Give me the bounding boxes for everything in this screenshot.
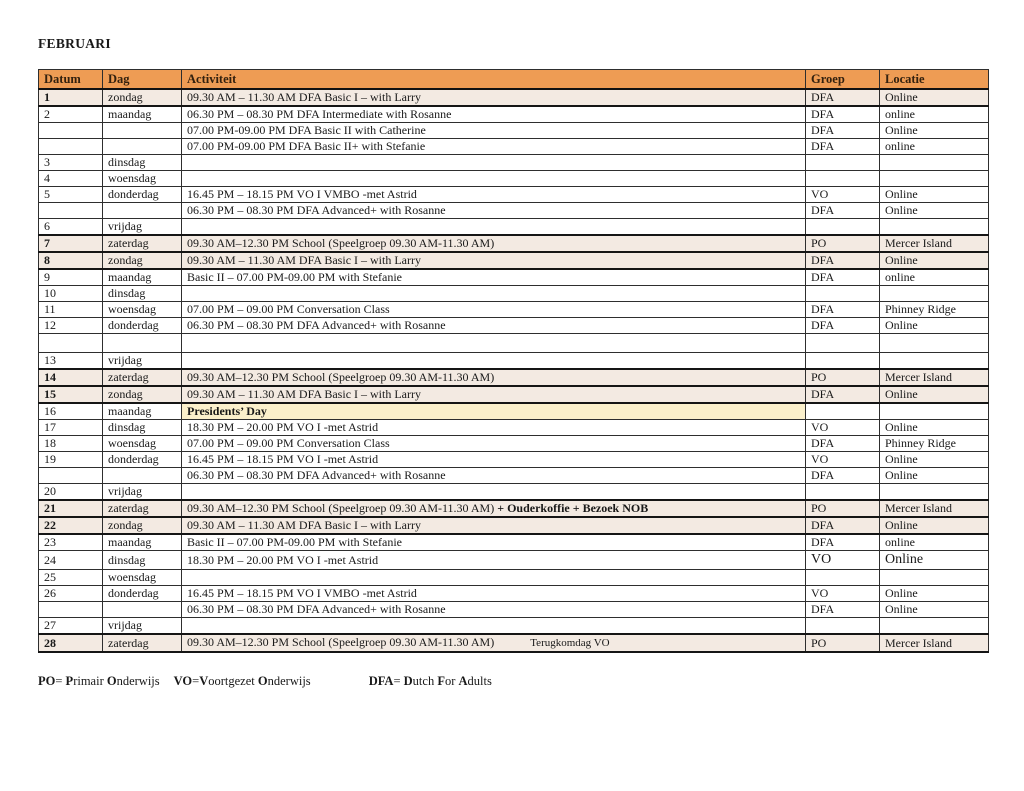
legend-segment: PO — [38, 674, 56, 688]
cell-groep: VO — [806, 551, 880, 570]
legend-segment: = — [192, 674, 200, 688]
legend-segment: A — [458, 674, 468, 688]
legend-segment: DFA — [368, 674, 394, 688]
cell-groep: VO — [806, 452, 880, 468]
cell-groep: DFA — [806, 89, 880, 106]
legend-segment: oortgezet — [208, 674, 258, 688]
cell-groep: DFA — [806, 436, 880, 452]
cell-groep: DFA — [806, 386, 880, 403]
header-cell-dag: Dag — [103, 70, 182, 90]
cell-activiteit — [182, 484, 806, 501]
cell-datum: 27 — [39, 618, 103, 635]
table-row — [39, 155, 989, 171]
cell-datum: 11 — [39, 302, 103, 318]
cell-dag: donderdag — [103, 452, 182, 468]
cell-locatie — [880, 286, 989, 302]
legend-item — [174, 674, 311, 688]
cell-activiteit: 09.30 AM–12.30 PM School (Speelgroep 09.30 AM-11.30 AM) — [182, 235, 806, 252]
cell-locatie: Mercer Island — [880, 634, 989, 652]
cell-dag: woensdag — [103, 171, 182, 187]
cell-locatie: Online — [880, 602, 989, 618]
cell-dag: zaterdag — [103, 235, 182, 252]
cell-groep — [806, 403, 880, 420]
cell-groep: PO — [806, 369, 880, 386]
cell-locatie — [880, 618, 989, 635]
table-row — [39, 302, 989, 318]
cell-groep: DFA — [806, 252, 880, 269]
cell-activiteit: 09.30 AM–12.30 PM School (Speelgroep 09.30 AM-11.30 AM) Terugkomdag VO — [182, 634, 806, 652]
cell-dag: dinsdag — [103, 420, 182, 436]
cell-locatie: Online — [880, 452, 989, 468]
cell-datum: 9 — [39, 269, 103, 286]
legend-segment: O — [257, 674, 268, 688]
cell-dag: maandag — [103, 534, 182, 551]
table-row — [39, 269, 989, 286]
cell-groep: PO — [806, 500, 880, 517]
cell-locatie — [880, 334, 989, 353]
cell-activiteit — [182, 570, 806, 586]
table-row — [39, 618, 989, 635]
cell-dag: dinsdag — [103, 155, 182, 171]
table-row — [39, 106, 989, 123]
table-row — [39, 586, 989, 602]
cell-activiteit: 09.30 AM–12.30 PM School (Speelgroep 09.30 AM-11.30 AM) + Ouderkoffie + Bezoek NOB — [182, 500, 806, 517]
cell-dag — [103, 334, 182, 353]
table-row — [39, 436, 989, 452]
cell-dag: donderdag — [103, 586, 182, 602]
cell-locatie: Online — [880, 386, 989, 403]
legend-segment: utch — [412, 674, 438, 688]
cell-activiteit: 06.30 PM – 08.30 PM DFA Advanced+ with Rosanne — [182, 318, 806, 334]
cell-activiteit: 09.30 AM – 11.30 AM DFA Basic I – with Larry — [182, 386, 806, 403]
cell-dag — [103, 139, 182, 155]
cell-datum: 19 — [39, 452, 103, 468]
table-row — [39, 89, 989, 106]
cell-locatie: Online — [880, 252, 989, 269]
legend-segment: nderwijs — [116, 674, 160, 688]
cell-groep: VO — [806, 586, 880, 602]
cell-activiteit: 09.30 AM – 11.30 AM DFA Basic I – with Larry — [182, 252, 806, 269]
cell-groep: DFA — [806, 203, 880, 219]
cell-activiteit: 16.45 PM – 18.15 PM VO I VMBO -met Astrid — [182, 586, 806, 602]
legend-segment: D — [403, 674, 413, 688]
header-cell-groep: Groep — [806, 70, 880, 90]
cell-dag: maandag — [103, 403, 182, 420]
cell-locatie — [880, 403, 989, 420]
legend-segment: nderwijs — [267, 674, 311, 688]
cell-locatie: Online — [880, 517, 989, 534]
cell-locatie: online — [880, 106, 989, 123]
cell-datum — [39, 334, 103, 353]
legend-segment: = — [393, 674, 404, 688]
cell-dag: zaterdag — [103, 369, 182, 386]
cell-activiteit: 16.45 PM – 18.15 PM VO I VMBO -met Astrid — [182, 187, 806, 203]
cell-activiteit: 07.00 PM – 09.00 PM Conversation Class — [182, 436, 806, 452]
cell-dag: woensdag — [103, 302, 182, 318]
cell-datum: 7 — [39, 235, 103, 252]
legend-segment: or — [444, 674, 459, 688]
cell-activiteit: 07.00 PM – 09.00 PM Conversation Class — [182, 302, 806, 318]
table-row — [39, 570, 989, 586]
cell-activiteit: Basic II – 07.00 PM-09.00 PM with Stefanie — [182, 269, 806, 286]
cell-dag: dinsdag — [103, 551, 182, 570]
cell-datum: 4 — [39, 171, 103, 187]
cell-datum: 1 — [39, 89, 103, 106]
cell-locatie: Online — [880, 203, 989, 219]
cell-dag: zaterdag — [103, 634, 182, 652]
cell-locatie: Online — [880, 89, 989, 106]
cell-locatie — [880, 484, 989, 501]
cell-activiteit: 09.30 AM – 11.30 AM DFA Basic I – with Larry — [182, 517, 806, 534]
cell-groep — [806, 334, 880, 353]
cell-activiteit — [182, 618, 806, 635]
cell-groep — [806, 618, 880, 635]
cell-locatie — [880, 171, 989, 187]
cell-locatie — [880, 155, 989, 171]
cell-groep: DFA — [806, 468, 880, 484]
cell-groep: DFA — [806, 534, 880, 551]
cell-datum: 21 — [39, 500, 103, 517]
cell-dag — [103, 123, 182, 139]
cell-dag: vrijdag — [103, 353, 182, 370]
cell-groep: PO — [806, 235, 880, 252]
cell-locatie: online — [880, 269, 989, 286]
cell-activiteit: 18.30 PM – 20.00 PM VO I -met Astrid — [182, 420, 806, 436]
cell-activiteit — [182, 171, 806, 187]
cell-datum: 2 — [39, 106, 103, 123]
cell-dag: maandag — [103, 269, 182, 286]
table-row — [39, 286, 989, 302]
table-row — [39, 219, 989, 236]
cell-dag: zondag — [103, 517, 182, 534]
cell-datum: 14 — [39, 369, 103, 386]
cell-dag — [103, 602, 182, 618]
spacer-row — [39, 334, 989, 353]
cell-locatie: Online — [880, 551, 989, 570]
legend-segment: O — [106, 674, 117, 688]
table-row — [39, 171, 989, 187]
cell-activiteit — [182, 353, 806, 370]
cell-dag: vrijdag — [103, 618, 182, 635]
cell-groep — [806, 353, 880, 370]
cell-groep: DFA — [806, 517, 880, 534]
table-row — [39, 534, 989, 551]
cell-dag: donderdag — [103, 318, 182, 334]
table-row — [39, 123, 989, 139]
cell-dag: vrijdag — [103, 219, 182, 236]
table-header-row — [39, 70, 989, 90]
legend-item — [369, 674, 492, 688]
cell-groep: DFA — [806, 123, 880, 139]
cell-datum: 16 — [39, 403, 103, 420]
cell-activiteit — [182, 155, 806, 171]
legend-item — [38, 674, 160, 688]
cell-datum: 12 — [39, 318, 103, 334]
cell-dag — [103, 468, 182, 484]
cell-datum — [39, 602, 103, 618]
cell-datum: 28 — [39, 634, 103, 652]
cell-groep: DFA — [806, 106, 880, 123]
cell-datum: 5 — [39, 187, 103, 203]
legend-segment: VO — [173, 674, 193, 688]
cell-dag: woensdag — [103, 570, 182, 586]
cell-locatie — [880, 353, 989, 370]
cell-dag: dinsdag — [103, 286, 182, 302]
table-row — [39, 252, 989, 269]
cell-datum: 20 — [39, 484, 103, 501]
table-row — [39, 369, 989, 386]
table-row — [39, 386, 989, 403]
cell-activiteit: 06.30 PM – 08.30 PM DFA Advanced+ with Rosanne — [182, 468, 806, 484]
cell-dag: vrijdag — [103, 484, 182, 501]
cell-activiteit: 07.00 PM-09.00 PM DFA Basic II with Catherine — [182, 123, 806, 139]
cell-locatie: Mercer Island — [880, 235, 989, 252]
cell-activiteit: 06.30 PM – 08.30 PM DFA Intermediate with Rosanne — [182, 106, 806, 123]
cell-groep: VO — [806, 187, 880, 203]
cell-activiteit — [182, 219, 806, 236]
cell-dag — [103, 203, 182, 219]
cell-groep — [806, 484, 880, 501]
cell-activiteit: 16.45 PM – 18.15 PM VO I -met Astrid — [182, 452, 806, 468]
cell-locatie — [880, 570, 989, 586]
cell-activiteit: 07.00 PM-09.00 PM DFA Basic II+ with Stefanie — [182, 139, 806, 155]
cell-datum — [39, 468, 103, 484]
activity-note: Terugkomdag VO — [530, 637, 610, 649]
cell-locatie: Online — [880, 187, 989, 203]
legend-segment: P — [65, 674, 74, 688]
schedule-body — [39, 89, 989, 652]
cell-datum: 13 — [39, 353, 103, 370]
cell-groep: DFA — [806, 302, 880, 318]
table-row — [39, 420, 989, 436]
cell-datum: 24 — [39, 551, 103, 570]
cell-groep: DFA — [806, 269, 880, 286]
cell-dag: maandag — [103, 106, 182, 123]
cell-activiteit: 18.30 PM – 20.00 PM VO I -met Astrid — [182, 551, 806, 570]
table-row — [39, 551, 989, 570]
cell-groep: DFA — [806, 318, 880, 334]
cell-locatie: Online — [880, 586, 989, 602]
cell-locatie: Mercer Island — [880, 369, 989, 386]
cell-locatie — [880, 219, 989, 236]
cell-dag: woensdag — [103, 436, 182, 452]
cell-groep: PO — [806, 634, 880, 652]
cell-datum: 25 — [39, 570, 103, 586]
cell-locatie: online — [880, 139, 989, 155]
cell-groep — [806, 155, 880, 171]
schedule-table — [38, 69, 989, 653]
cell-locatie: Online — [880, 318, 989, 334]
cell-locatie: Online — [880, 468, 989, 484]
table-row — [39, 353, 989, 370]
table-row — [39, 500, 989, 517]
cell-groep: VO — [806, 420, 880, 436]
cell-locatie: Online — [880, 123, 989, 139]
table-row — [39, 602, 989, 618]
cell-locatie: Mercer Island — [880, 500, 989, 517]
table-row — [39, 452, 989, 468]
cell-datum — [39, 203, 103, 219]
cell-activiteit: Basic II – 07.00 PM-09.00 PM with Stefanie — [182, 534, 806, 551]
table-row — [39, 468, 989, 484]
cell-dag: zondag — [103, 89, 182, 106]
cell-locatie: online — [880, 534, 989, 551]
cell-groep — [806, 219, 880, 236]
cell-dag: zondag — [103, 252, 182, 269]
cell-activiteit — [182, 286, 806, 302]
cell-groep — [806, 171, 880, 187]
table-row — [39, 517, 989, 534]
cell-activiteit: 06.30 PM – 08.30 PM DFA Advanced+ with Rosanne — [182, 602, 806, 618]
cell-activiteit: 09.30 AM – 11.30 AM DFA Basic I – with Larry — [182, 89, 806, 106]
table-row — [39, 203, 989, 219]
cell-groep — [806, 286, 880, 302]
cell-locatie: Online — [880, 420, 989, 436]
cell-datum: 8 — [39, 252, 103, 269]
table-row — [39, 318, 989, 334]
cell-datum: 22 — [39, 517, 103, 534]
cell-activiteit: 06.30 PM – 08.30 PM DFA Advanced+ with Rosanne — [182, 203, 806, 219]
table-row — [39, 187, 989, 203]
legend-segment: rimair — [73, 674, 107, 688]
cell-locatie: Phinney Ridge — [880, 302, 989, 318]
cell-groep: DFA — [806, 139, 880, 155]
page-title: FEBRUARI — [38, 36, 111, 51]
cell-dag: zondag — [103, 386, 182, 403]
legend-segment: = — [55, 674, 66, 688]
cell-datum: 3 — [39, 155, 103, 171]
header-cell-datum: Datum — [39, 70, 103, 90]
activity-bold-suffix: + Ouderkoffie + Bezoek NOB — [497, 501, 649, 515]
legend-segment: dults — [467, 674, 492, 688]
table-row — [39, 484, 989, 501]
cell-datum: 6 — [39, 219, 103, 236]
table-row — [39, 139, 989, 155]
table-row — [39, 235, 989, 252]
cell-datum — [39, 123, 103, 139]
cell-dag: zaterdag — [103, 500, 182, 517]
cell-datum — [39, 139, 103, 155]
table-row — [39, 634, 989, 652]
cell-activiteit: Presidents’ Day — [182, 403, 806, 420]
header-cell-activiteit: Activiteit — [182, 70, 806, 90]
cell-datum: 26 — [39, 586, 103, 602]
cell-activiteit — [182, 334, 806, 353]
cell-datum: 23 — [39, 534, 103, 551]
table-row — [39, 403, 989, 420]
header-cell-locatie: Locatie — [880, 70, 989, 90]
cell-groep — [806, 570, 880, 586]
cell-locatie: Phinney Ridge — [880, 436, 989, 452]
legend-segment: F — [437, 674, 445, 688]
cell-datum: 15 — [39, 386, 103, 403]
cell-datum: 10 — [39, 286, 103, 302]
cell-datum: 18 — [39, 436, 103, 452]
legend-segment: V — [199, 674, 209, 688]
cell-dag: donderdag — [103, 187, 182, 203]
cell-groep: DFA — [806, 602, 880, 618]
cell-activiteit: 09.30 AM–12.30 PM School (Speelgroep 09.30 AM-11.30 AM) — [182, 369, 806, 386]
cell-datum: 17 — [39, 420, 103, 436]
legend — [38, 674, 986, 689]
